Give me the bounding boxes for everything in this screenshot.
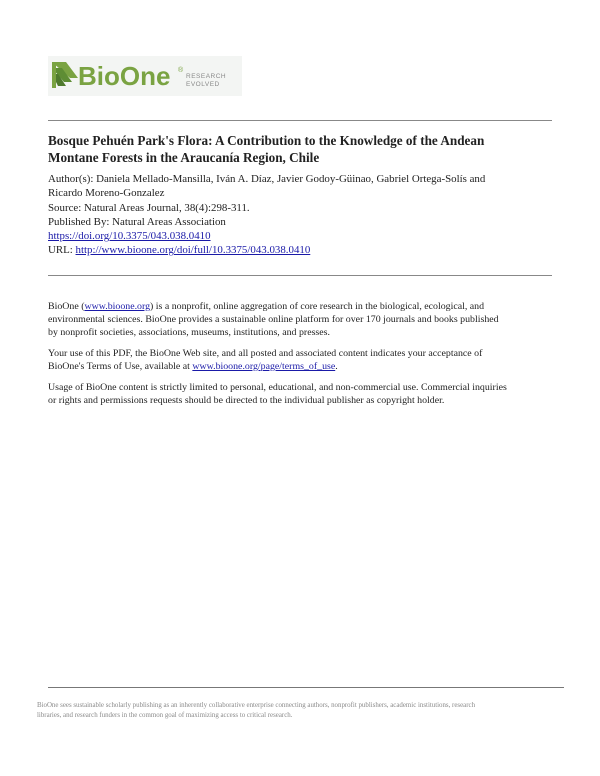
logo-tagline-1: RESEARCH	[186, 73, 227, 80]
p1-line-3: by nonprofit societies, associations, museums, institutions, and presses.	[48, 327, 330, 338]
bioone-logo-graphic	[48, 56, 242, 96]
logo-registered-mark: ®	[178, 67, 184, 74]
footer-divider	[48, 687, 564, 688]
bioone-home-link[interactable]: www.bioone.org	[84, 301, 151, 312]
p2-text-b: .	[335, 361, 338, 372]
p1-text-a: BioOne (	[48, 301, 85, 312]
article-url-link[interactable]: http://www.bioone.org/doi/full/10.3375/043.038.0410	[75, 244, 311, 257]
p1-line-2: environmental sciences. BioOne provides a sustainable online platform for over 170 journals and books published	[48, 314, 499, 325]
source: Source: Natural Areas Journal, 38(4):298-311.	[48, 201, 250, 214]
url-row	[48, 243, 558, 257]
logo-tagline-2: EVOLVED	[186, 81, 220, 88]
terms-of-use-link[interactable]: www.bioone.org/page/terms_of_use	[192, 361, 336, 372]
footer-line-1: BioOne sees sustainable scholarly publishing as an inherently collaborative enterprise connecting authors, nonprofit publishers, academic institutions, research	[37, 702, 476, 709]
logo-brand-text: BioOne	[78, 61, 171, 91]
notice-paragraph-1	[48, 300, 558, 339]
authors-line-1: Author(s): Daniela Mellado-Mansilla, Iván A. Díaz, Javier Godoy-Güinao, Gabriel Ortega-Solís and	[48, 173, 486, 185]
url-label: URL:	[48, 244, 76, 257]
p3-line-2: or rights and permissions requests should be directed to the individual publisher as copyright holder.	[48, 395, 445, 406]
footer-note	[37, 701, 565, 720]
authors	[48, 172, 558, 201]
leaf-icon	[52, 62, 78, 88]
footer-line-2: libraries, and research funders in the common goal of maximizing access to critical research.	[37, 711, 293, 719]
notice-paragraph-2	[48, 347, 558, 373]
article-metadata	[48, 172, 558, 258]
terms-notice	[48, 300, 558, 415]
middle-divider	[48, 275, 552, 276]
top-divider	[48, 120, 552, 121]
title-line-2: Montane Forests in the Araucanía Region, Chile	[48, 150, 320, 165]
p2-line-1: Your use of this PDF, the BioOne Web site, and all posted and associated content indicates your acceptance of	[48, 348, 483, 359]
publisher: Published By: Natural Areas Association	[48, 215, 226, 228]
notice-paragraph-3	[48, 381, 558, 407]
p2-text-a: BioOne's Terms of Use, available at	[48, 361, 193, 372]
authors-line-2: Ricardo Moreno-Gonzalez	[48, 187, 165, 200]
bioone-logo[interactable]	[48, 56, 242, 96]
p1-text-b: ) is a nonprofit, online aggregation of core research in the biological, ecological, and	[150, 301, 485, 312]
article-title	[48, 132, 558, 166]
doi-link[interactable]: https://doi.org/10.3375/043.038.0410	[48, 230, 211, 243]
title-line-1: Bosque Pehuén Park's Flora: A Contribution to the Knowledge of the Andean	[48, 133, 485, 148]
p3-line-1: Usage of BioOne content is strictly limited to personal, educational, and non-commercial use. Commercial inquiries	[48, 382, 507, 393]
